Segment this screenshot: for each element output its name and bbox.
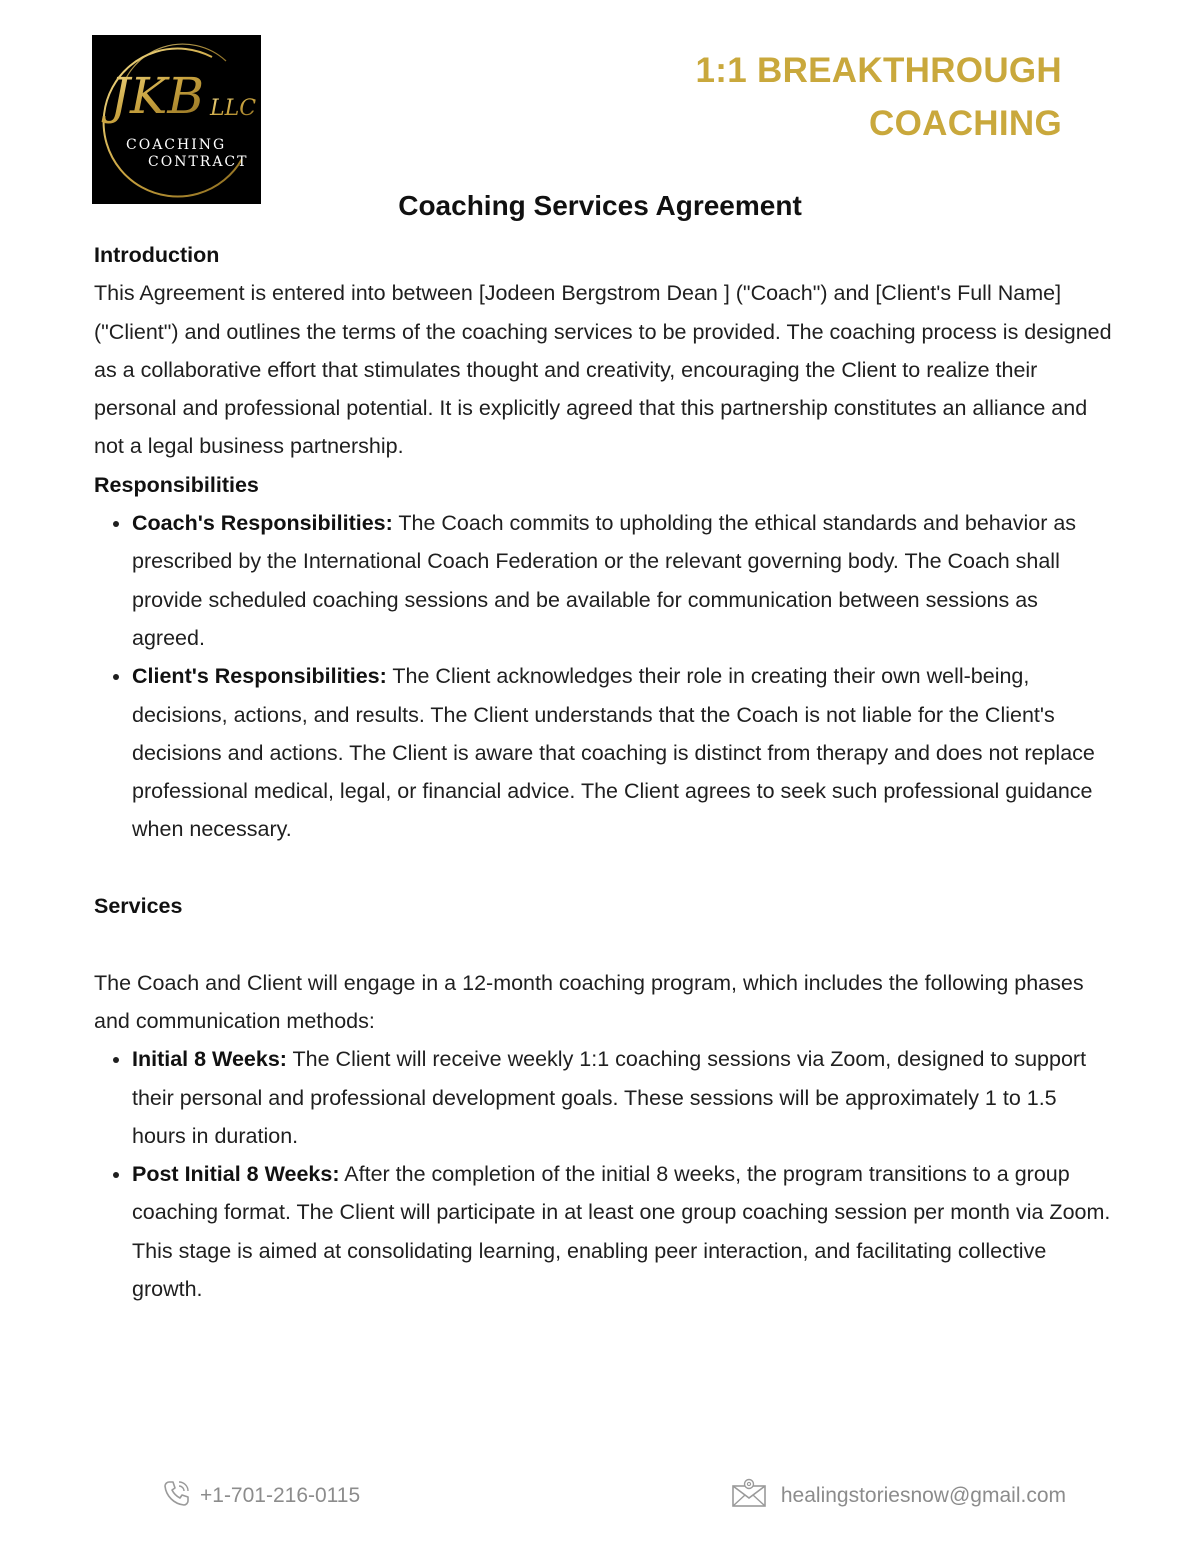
list-item xyxy=(132,1040,1114,1155)
list-item xyxy=(132,504,1114,657)
list-item-label: Coach's Responsibilities: xyxy=(132,511,393,536)
header-title-line-2: COACHING xyxy=(869,104,1062,143)
logo-line-contract: CONTRACT xyxy=(148,154,249,170)
list-item-label: Initial 8 Weeks: xyxy=(132,1047,287,1072)
responsibilities-heading: Responsibilities xyxy=(94,472,259,497)
list-item-text: After the completion of the initial 8 weeks, the program transitions to a group coaching format. The Client will participate in at least one group coaching session per month via Zoom. This stage is aimed at consolidating learning, enabling peer interaction, and facilitating collective growth. xyxy=(132,1162,1111,1302)
logo-line-coaching: COACHING xyxy=(126,137,227,153)
list-item-label: Post Initial 8 Weeks: xyxy=(132,1162,340,1187)
list-item-text: The Client acknowledges their role in creating their own well-being, decisions, actions, and results. The Client understands that the Coach is not liable for the Client's decisions and actions. The Client is aware that coaching is distinct from therapy and does not replace professional medical, legal, or financial advice. The Client agrees to seek such professional guidance when necessary. xyxy=(132,664,1095,842)
introduction-heading: Introduction xyxy=(94,243,220,267)
document-title: Coaching Services Agreement xyxy=(398,190,802,221)
logo-graphic xyxy=(92,35,261,204)
services-heading: Services xyxy=(94,894,183,919)
responsibilities-list xyxy=(94,504,1114,849)
logo-monogram: JKB xyxy=(110,67,205,125)
footer-email xyxy=(731,1480,1066,1512)
logo-suffix: LLC xyxy=(210,96,257,121)
list-item-label: Client's Responsibilities: xyxy=(132,664,387,689)
list-item xyxy=(132,1155,1114,1308)
header-title xyxy=(462,44,1062,150)
spacer xyxy=(94,925,1114,963)
document-body xyxy=(94,236,1114,1308)
list-item-text: The Client will receive weekly 1:1 coaching sessions via Zoom, designed to support their personal and professional development goals. These sessions will be approximately 1 to 1.5 hours in duration. xyxy=(132,1047,1087,1148)
introduction-paragraph: This Agreement is entered into between [Jodeen Bergstrom Dean ] ("Coach") and [Client's Full Name] ("Client") and outlines the terms of the coaching services to be provided. The coaching process is designed as a collaborative effort that stimulates thought and creativity, encouraging the Client to realize their personal and professional potential. It is explicitly agreed that this partnership constitutes an alliance and not a legal business partnership. xyxy=(94,281,1112,459)
header-title-line-1: 1:1 BREAKTHROUGH xyxy=(695,51,1062,90)
list-item-text: The Coach commits to upholding the ethical standards and behavior as prescribed by the International Coach Federation or the relevant governing body. The Coach shall provide scheduled coaching sessions and be available for communication between sessions as agreed. xyxy=(132,511,1077,650)
spacer xyxy=(94,849,1114,887)
envelope-icon xyxy=(731,1478,767,1514)
footer-phone xyxy=(162,1480,360,1512)
phone-icon xyxy=(162,1478,192,1514)
services-list xyxy=(94,1040,1114,1308)
company-logo xyxy=(92,35,261,204)
list-item xyxy=(132,657,1114,848)
phone-number[interactable]: +1-701-216-0115 xyxy=(200,1484,361,1507)
services-intro: The Coach and Client will engage in a 12-month coaching program, which includes the following phases and communication methods: xyxy=(94,970,1084,1033)
email-address[interactable]: healingstoriesnow@gmail.com xyxy=(780,1484,1066,1507)
